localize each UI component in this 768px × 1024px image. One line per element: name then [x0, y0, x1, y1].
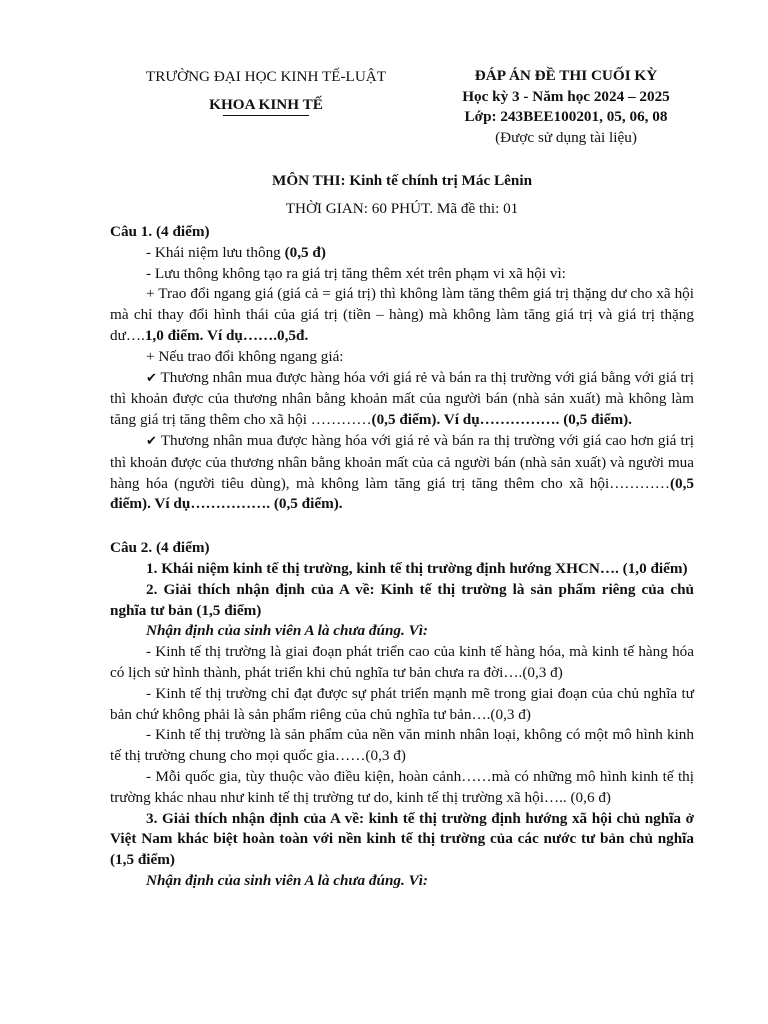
- doc-title: ĐÁP ÁN ĐỀ THI CUỐI KỲ: [474, 67, 658, 84]
- q2-section-3-verdict: Nhận định của sinh viên A là chưa đúng. Vì:: [146, 871, 428, 889]
- q2-s2-bullet-1: - Kinh tế thị trường là giai đoạn phát triển cao của kinh tế hàng hóa, mà kinh tế hàng hóa có lịch sử hình thành, phát triển khi chủ nghĩa tư bản chưa ra đời….(0,3 đ): [110, 643, 694, 681]
- q1-p1-score: (0,5 đ): [284, 243, 326, 261]
- exam-subject: MÔN THI: Kinh tế chính trị Mác Lênin: [271, 172, 533, 189]
- q1-p3-score: 1,0 điểm. Ví dụ…….0,5đ.: [144, 326, 309, 344]
- q2-s2-bullet-4: - Mỗi quốc gia, tùy thuộc vào điều kiện, hoàn cảnh……mà có những mô hình kinh tế thị trường khác nhau như kinh tế thị trường tư do, kinh tế thị trường xã hội….. (0,6 đ): [110, 767, 694, 806]
- q1-paragraph-2: - Lưu thông không tạo ra giá trị tăng thêm xét trên phạm vi xã hội vì:: [146, 264, 566, 282]
- q2-section-2: 2. Giải thích nhận định của A về: Kinh tế thị trường là sản phẩm riêng của chủ nghĩa tư bản (1,5 điểm): [110, 580, 694, 619]
- faculty-name: KHOA KINH TẾ: [209, 96, 323, 113]
- q1-paragraph-4: + Nếu trao đổi không ngang giá:: [146, 347, 344, 365]
- header-left: [110, 66, 422, 116]
- q2-s2-bullet-2: - Kinh tế thị trường chỉ đạt được sự phát triển mạnh mẽ trong giai đoạn của chủ nghĩa tư bản chứ không phải là sản phẩm riêng của chủ nghĩa tư bản….(0,3 đ): [110, 684, 694, 723]
- semester-line: Học kỳ 3 - Năm học 2024 – 2025: [462, 87, 670, 105]
- q1-p6-text: Thương nhân mua được hàng hóa với giá rẻ và bán ra thị trường với giá cao hơn giá trị thì khoản được của thương nhân bằng khoản mất của cả người bán (nhà sản xuất) và người mua hàng hóa (người tiêu dùng), mà không làm tăng giá trị tăng thêm cho xã hội…………: [110, 431, 694, 492]
- document-page: [110, 66, 694, 892]
- q2-section-3: 3. Giải thích nhận định của A về: kinh tế thị trường định hướng xã hội chủ nghĩa ở Việt Nam khác biệt hoàn toàn với nền kinh tế thị trường của các nước tư bản chủ nghĩa (1,5 điểm): [110, 809, 694, 869]
- university-name: TRƯỜNG ĐẠI HỌC KINH TẾ-LUẬT: [145, 68, 387, 85]
- materials-note: (Được sử dụng tài liệu): [495, 128, 637, 146]
- q1-p5-score: (0,5 điểm). Ví dụ……………. (0,5 điểm).: [371, 411, 632, 429]
- q1-p5-text: Thương nhân mua được hàng hóa với giá rẻ và bán ra thị trường với giá bằng với giá trị thì khoản được của thương nhân bằng khoản mất của người bán (nhà sản xuất) mà không làm tăng giá trị tăng thêm cho xã hội …………: [110, 368, 694, 429]
- q1-p6-score: (0,5 điểm). Ví dụ……………. (0,5 điểm).: [110, 474, 694, 513]
- section-gap: [110, 515, 694, 536]
- document-header: [110, 66, 694, 146]
- q1-paragraph-1: [110, 243, 694, 264]
- q2-s2-bullet-3: - Kinh tế thị trường là sản phẩm của nền văn minh nhân loại, không có một mô hình kinh tế thị trường chung cho mọi quốc gia……(0,3 đ): [110, 726, 694, 765]
- q1-paragraph-3: [110, 284, 694, 346]
- check-icon: ✔: [146, 433, 157, 449]
- question-1-title: Câu 1. (4 điểm): [110, 223, 210, 240]
- q1-p3-text: + Trao đổi ngang giá (giá cả = giá trị) thì không làm tăng thêm giá trị thặng dư cho xã hội mà chỉ thay đổi hình thái của giá trị (tiền – hàng) mà không làm tăng giá trị và giá trị thặng dư….: [110, 285, 694, 344]
- q2-section-2-verdict: Nhận định của sinh viên A là chưa đúng. Vì:: [146, 622, 428, 640]
- header-right: [436, 66, 696, 148]
- question-2-title: Câu 2. (4 điểm): [110, 539, 210, 557]
- exam-time: THỜI GIAN: 60 PHÚT. Mã đề thi: 01: [285, 200, 519, 217]
- q2-section-1: 1. Khái niệm kinh tế thị trường, kinh tế thị trường định hướng XHCN…. (1,0 điểm): [146, 559, 688, 577]
- class-line: Lớp: 243BEE100201, 05, 06, 08: [464, 108, 668, 125]
- q1-paragraph-6: [110, 431, 694, 515]
- q1-p1-text: - Khái niệm lưu thông: [146, 243, 285, 261]
- q1-paragraph-5: [110, 368, 694, 431]
- check-icon: ✔: [146, 370, 157, 386]
